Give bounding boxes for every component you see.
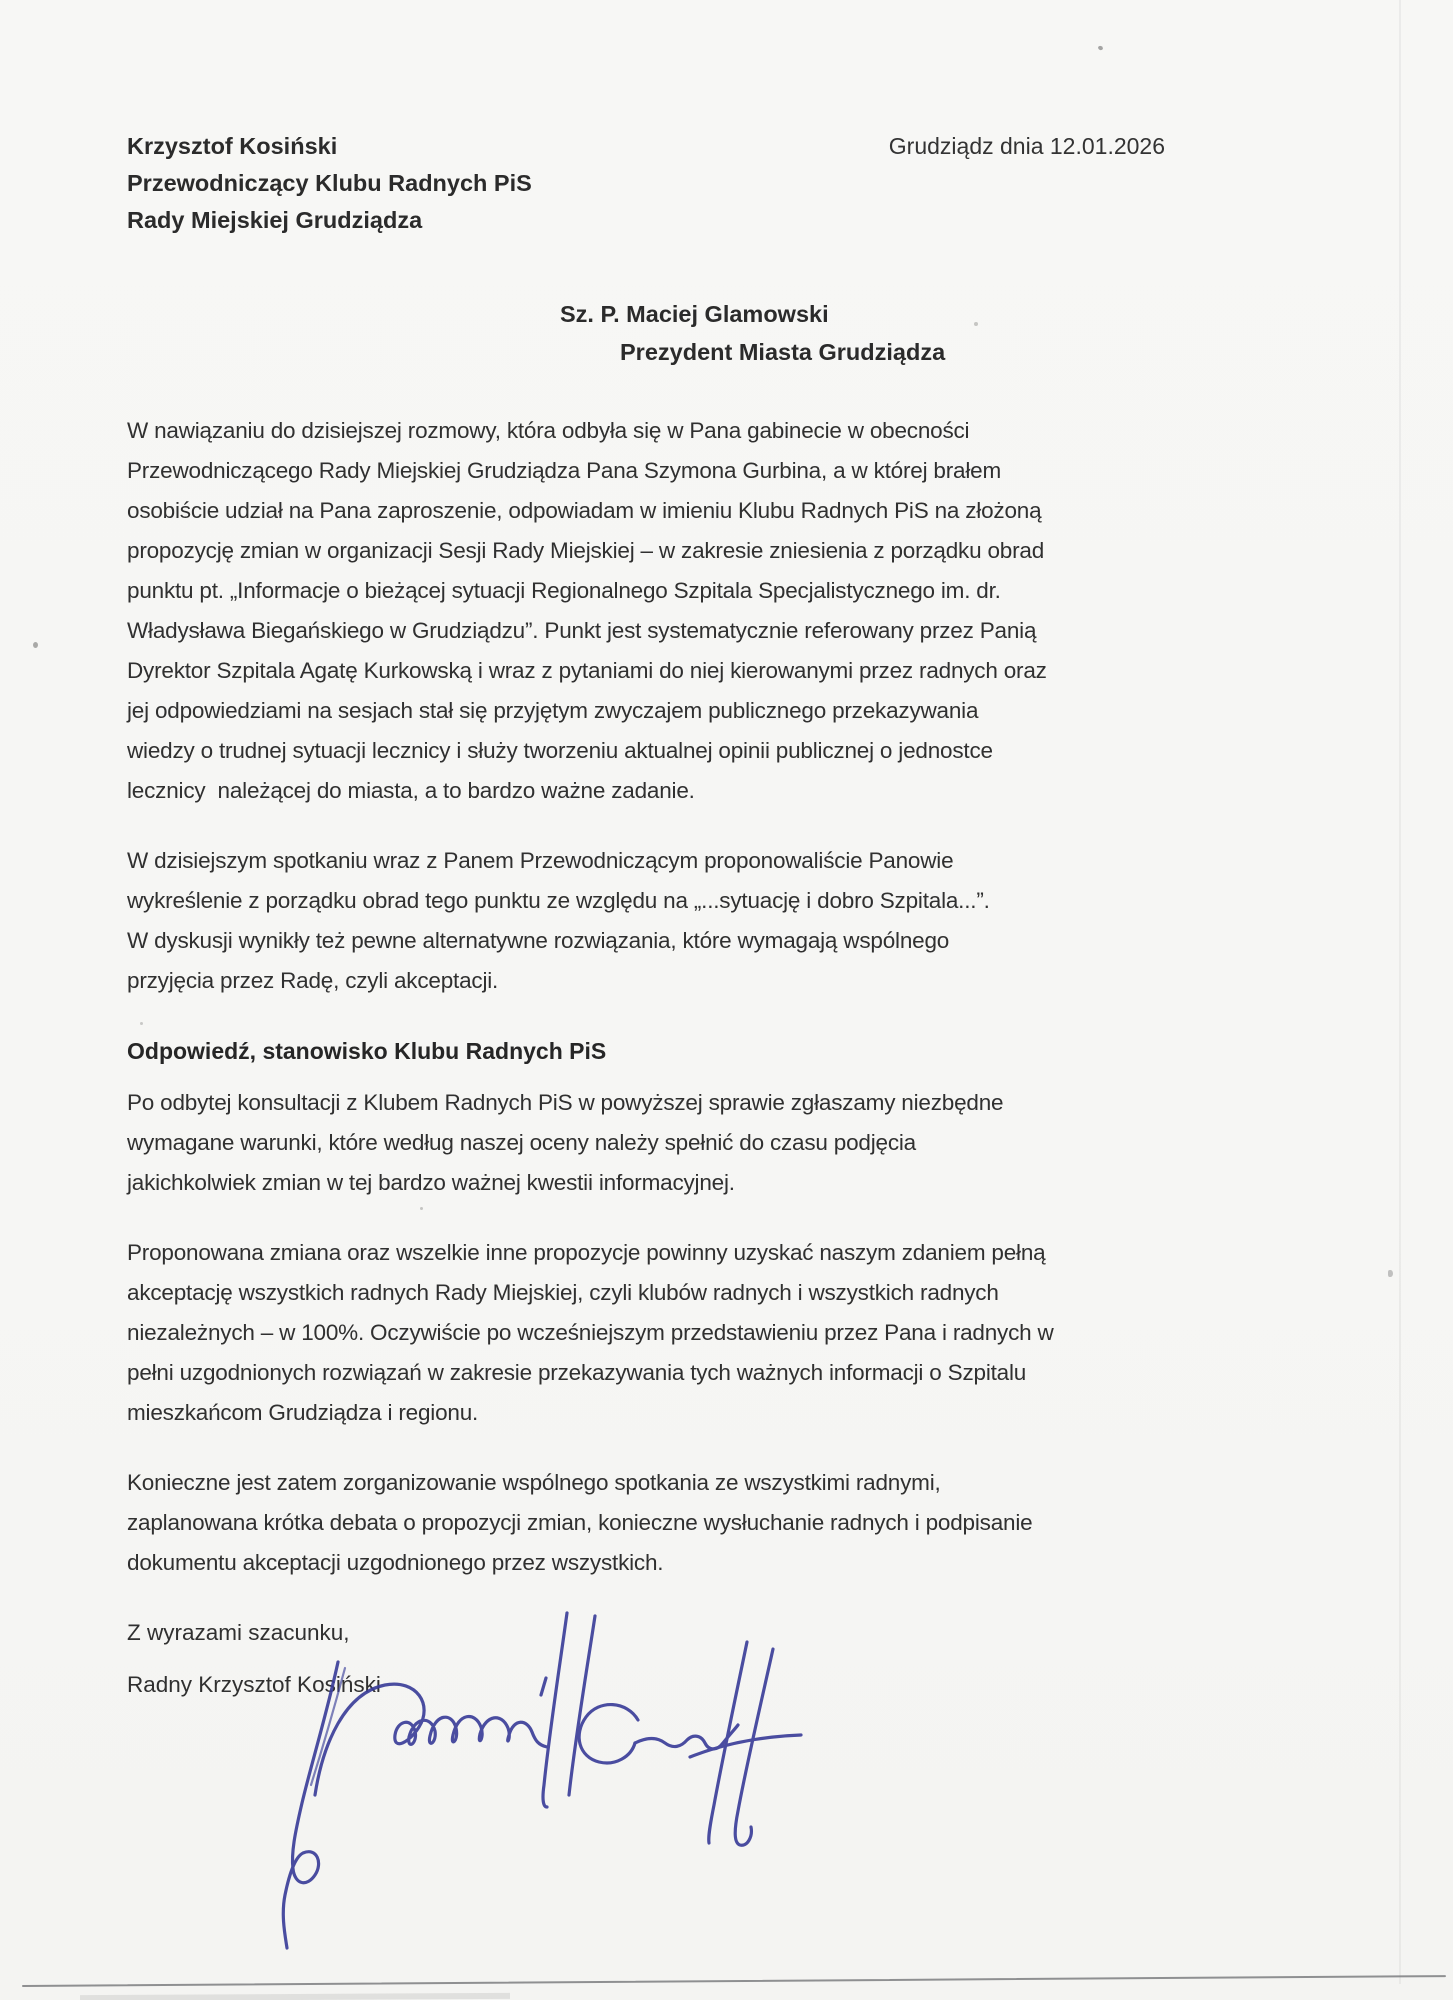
- text-line: wykreślenie z porządku obrad tego punktu ze względu na „...sytuację i dobro Szpitala...”.: [127, 888, 990, 913]
- paragraph-2: [127, 841, 1165, 1001]
- text-line: jej odpowiedziami na sesjach stał się przyjętym zwyczajem publicznego przekazywania: [127, 698, 979, 723]
- scan-speck: [974, 322, 978, 326]
- recipient-block: [560, 295, 1165, 371]
- text-line: mieszkańcom Grudziądza i regionu.: [127, 1400, 479, 1425]
- text-line: pełni uzgodnionych rozwiązań w zakresie przekazywania tych ważnych informacji o Szpitalu: [127, 1360, 1027, 1385]
- section-heading: Odpowiedź, stanowisko Klubu Radnych PiS: [127, 1038, 607, 1064]
- text-line: Proponowana zmiana oraz wszelkie inne propozycje powinny uzyskać naszym zdaniem pełną: [127, 1240, 1046, 1265]
- scan-speck: [33, 642, 38, 648]
- letter-content: [127, 128, 1165, 1705]
- scan-page-edge-line: [22, 1975, 1446, 1987]
- text-line: dokumentu akceptacji uzgodnionego przez wszystkich.: [127, 1550, 664, 1575]
- text-line: Władysława Biegańskiego w Grudziądzu”. Punkt jest systematycznie referowany przez Panią: [127, 618, 1037, 643]
- text-line: Po odbytej konsultacji z Klubem Radnych PiS w powyższej sprawie zgłaszamy niezbędne: [127, 1090, 1004, 1115]
- text-line: niezależnych – w 100%. Oczywiście po wcześniejszym przedstawieniu przez Pana i radnych w: [127, 1320, 1054, 1345]
- text-line: W nawiązaniu do dzisiejszej rozmowy, która odbyła się w Pana gabinecie w obecności: [127, 418, 970, 443]
- paragraph-1: [127, 411, 1165, 811]
- paragraph-4: [127, 1233, 1165, 1433]
- letter-header: [127, 128, 1165, 239]
- closing-signatory-name: Radny Krzysztof Kosiński: [127, 1672, 381, 1697]
- recipient-name: Sz. P. Maciej Glamowski: [560, 301, 829, 327]
- text-line: lecznicy należącej do miasta, a to bardzo ważne zadanie.: [127, 778, 695, 803]
- letter-body: [127, 411, 1165, 1705]
- text-line: wiedzy o trudnej sytuacji lecznicy i służy tworzeniu aktualnej opinii publicznej o jednostce: [127, 738, 993, 763]
- closing-salutation: Z wyrazami szacunku,: [127, 1620, 350, 1645]
- text-line: osobiście udział na Pana zaproszenie, odpowiadam w imieniu Klubu Radnych PiS na złożoną: [127, 498, 1042, 523]
- scan-speck: [420, 1207, 423, 1210]
- sender-block: [127, 128, 532, 239]
- text-line: akceptację wszystkich radnych Rady Miejskiej, czyli klubów radnych i wszystkich radnych: [127, 1280, 999, 1305]
- text-line: punktu pt. „Informacje o bieżącej sytuacji Regionalnego Szpitala Specjalistycznego im. dr.: [127, 578, 1001, 603]
- scan-right-edge-line: [1399, 0, 1401, 1984]
- text-line: jakichkolwiek zmian w tej bardzo ważnej kwestii informacyjnej.: [127, 1170, 735, 1195]
- text-line: wymagane warunki, które według naszej oceny należy spełnić do czasu podjęcia: [127, 1130, 916, 1155]
- scan-speck: [140, 1022, 143, 1025]
- text-line: Dyrektor Szpitala Agatę Kurkowską i wraz z pytaniami do niej kierowanymi przez radnych oraz: [127, 658, 1047, 683]
- text-line: zaplanowana krótka debata o propozycji zmian, konieczne wysłuchanie radnych i podpisanie: [127, 1510, 1033, 1535]
- text-line: W dzisiejszym spotkaniu wraz z Panem Przewodniczącym proponowaliście Panowie: [127, 848, 954, 873]
- text-line: przyjęcia przez Radę, czyli akceptacji.: [127, 968, 499, 993]
- text-line: W dyskusji wynikły też pewne alternatywne rozwiązania, które wymagają wspólnego: [127, 928, 950, 953]
- text-line: Przewodniczącego Rady Miejskiej Grudziądza Pana Szymona Gurbina, a w której brałem: [127, 458, 1002, 483]
- paragraph-5: [127, 1463, 1165, 1583]
- scan-speck: [1388, 1270, 1393, 1277]
- scan-speck: [1097, 45, 1103, 51]
- text-line: Konieczne jest zatem zorganizowanie wspólnego spotkania ze wszystkimi radnymi,: [127, 1470, 941, 1495]
- text-line: Krzysztof Kosiński: [127, 133, 338, 159]
- paragraph-3: [127, 1083, 1165, 1203]
- text-line: Przewodniczący Klubu Radnych PiS: [127, 170, 532, 196]
- date-line: Grudziądz dnia 12.01.2026: [888, 133, 1165, 159]
- text-line: propozycję zmian w organizacji Sesji Rady Miejskiej – w zakresie zniesienia z porządku obrad: [127, 538, 1045, 563]
- scan-bottom-shadow: [80, 1993, 510, 2000]
- text-line: Rady Miejskiej Grudziądza: [127, 207, 423, 233]
- recipient-title: Prezydent Miasta Grudziądza: [620, 339, 946, 365]
